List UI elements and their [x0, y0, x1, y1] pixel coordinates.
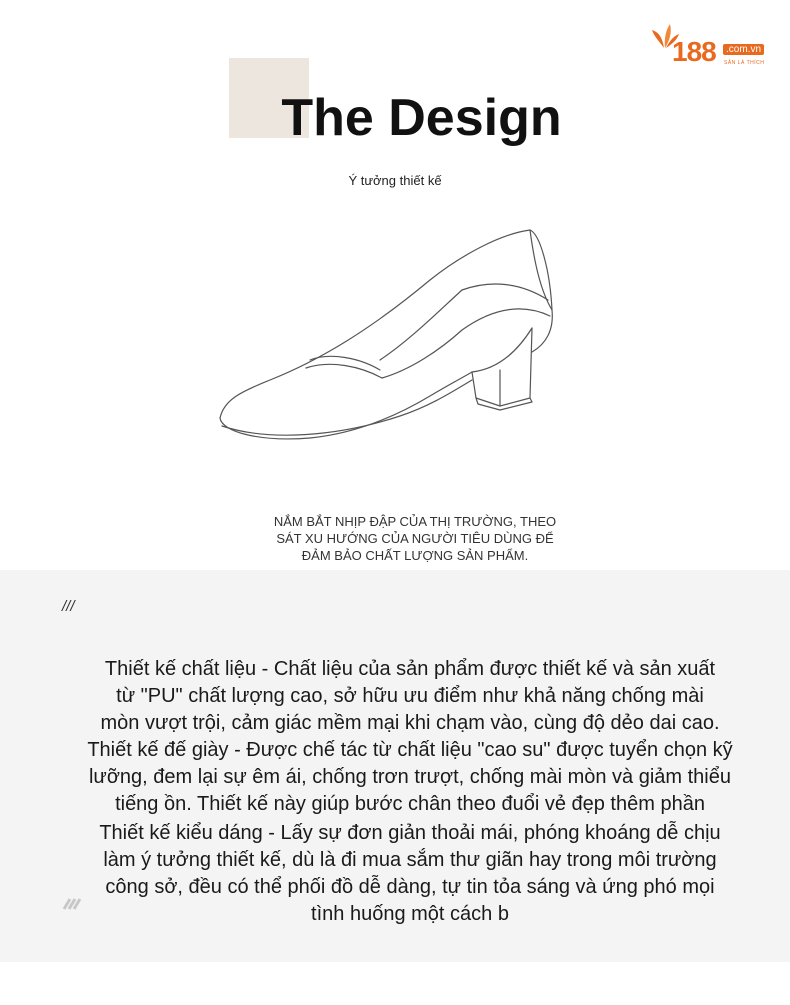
sole-paragraph [40, 737, 780, 818]
caption-block [240, 513, 590, 564]
paragraph-line: làm ý tưởng thiết kế, dù là đi mua sắm thư giãn hay trong môi trường [103, 849, 717, 871]
material-paragraph [40, 656, 780, 737]
caption-line: SÁT XU HƯỚNG CỦA NGƯỜI TIÊU DÙNG ĐỂ [276, 531, 554, 546]
paragraph-line: Thiết kế kiểu dáng - Lấy sự đơn giản thoải mái, phóng khoáng dễ chịu [99, 822, 721, 844]
decorative-marks: /// [62, 598, 75, 615]
paragraph-line: Thiết kế đế giày - Được chế tác từ chất liệu "cao su" được tuyển chọn kỹ [87, 739, 733, 761]
logo-domain: .com.vn [723, 44, 764, 55]
style-paragraph [40, 820, 780, 928]
shoe-sketch-icon [200, 220, 570, 460]
paragraph-line: công sở, đều có thể phối đồ dễ dàng, tự tin tỏa sáng và ứng phó mọi [105, 876, 715, 898]
paragraph-line: tình huống một cách b [311, 903, 509, 925]
paragraph-line: tiếng ồn. Thiết kế này giúp bước chân theo đuổi vẻ đẹp thêm phần [115, 793, 705, 815]
logo-slogan: SĂN LÀ THÍCH [724, 60, 765, 66]
paragraph-line: Thiết kế chất liệu - Chất liệu của sản phẩm được thiết kế và sản xuất [104, 658, 716, 680]
logo-number: 188 [672, 36, 716, 67]
brand-logo[interactable] [650, 22, 780, 72]
page-title: The Design [281, 89, 562, 147]
page-subtitle: Ý tưởng thiết kế [348, 173, 442, 188]
paragraph-line: từ "PU" chất lượng cao, sở hữu ưu điểm như khả năng chống mài [116, 685, 704, 707]
paragraph-line: mòn vượt trội, cảm giác mềm mại khi chạm vào, cùng độ dẻo dai cao. [100, 712, 720, 734]
paragraph-line: lưỡng, đem lại sự êm ái, chống trơn trượt, chống mài mòn và giảm thiểu [88, 766, 731, 788]
caption-line: NẮM BẮT NHỊP ĐẬP CỦA THỊ TRƯỜNG, THEO [273, 514, 557, 529]
caption-line: ĐẢM BẢO CHẤT LƯỢNG SẢN PHẨM. [301, 548, 529, 563]
